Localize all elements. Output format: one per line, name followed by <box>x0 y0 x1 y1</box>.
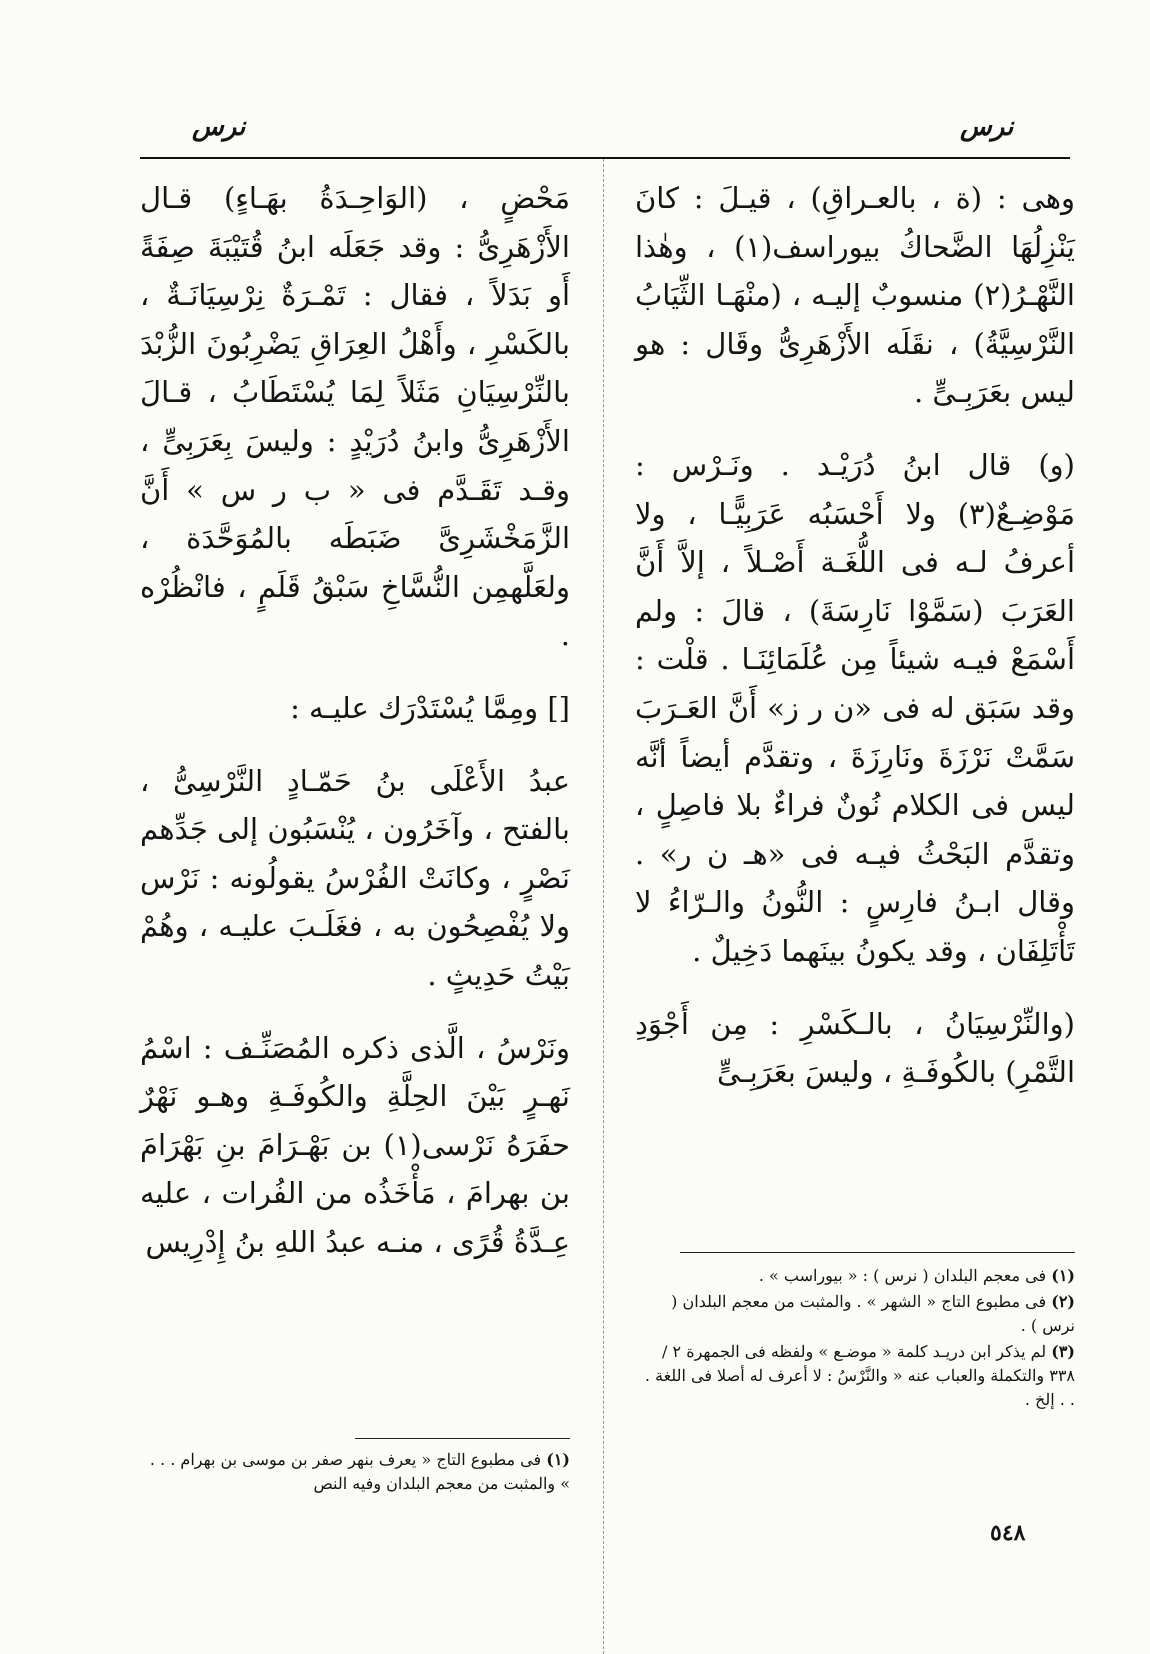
footnote <box>640 1264 1075 1288</box>
footnote-number: (١) <box>546 1450 570 1469</box>
footnotes-left <box>140 1448 570 1498</box>
footnote-number: (١) <box>1051 1266 1075 1285</box>
running-head-right: نرس <box>960 112 1014 142</box>
addendum-heading: [] ومِمَّا يُسْتَدْرَك عليـه : <box>290 690 570 725</box>
left-column <box>140 174 570 1266</box>
footnote-text: فى معجم البلدان ( نرس ) : « بيوراسب » . <box>758 1266 1047 1285</box>
footnote-number: (٣) <box>1051 1342 1075 1361</box>
footnote <box>140 1448 570 1496</box>
running-head-left: نرس <box>192 112 246 142</box>
page-number: ٥٤٨ <box>990 1520 1026 1546</box>
footnote-rule-right <box>680 1252 1075 1253</box>
entry-paragraph: مَحْضٍ ، (الوَاحِـدَةُ بهَـاءٍ) قـال الأَزْهَرِىُّ : وقد جَعَلَه ابنُ قُتَيْبَةَ صِفَةً أَو بَدَلاً ، فقال : تَمْـرَةٌ نِرْسِيَانَـةٌ ، بالكَسْرِ ، وأَهْلُ العِرَاقِ يَضْرِبُونَ الزُّبْدَ بالنِّرْسِيَانِ مَثَلاً لِمَا يُسْتَطَابُ ، قـالَ الأَزْهَرِىُّ وابنُ دُرَيْدٍ : وليسَ بِعَرَبِىٍّ ، وقـد تَقَـدَّم فى « ب ر س » أَنَّ الزَّمَخْشَرِىَّ ضَبَطَه بالمُوَحَّدَة ، ولعَلَّهمِن النُّسَّاخِ سَبْقُ قَلَمٍ ، فانْظُرْه . <box>140 181 570 653</box>
footnote-rule-left <box>355 1438 570 1439</box>
entry-paragraph: عبدُ الأَعْلَى بنُ حَمّـادٍ النَّرْسِىُّ ، بالفتح ، وآخَرُون ، يُنْسَبُون إلى جَدِّهم نَصْرٍ ، وكانَتْ الفُرْسُ يقولُونه : نَرْس ولا يُفْصِحُون به ، فغَلَـبَ عليـه ، وهُمْ بَيْتُ حَدِيثٍ . <box>140 763 570 992</box>
entry-paragraph: وهى : (ة ، بالعـراقِ) ، قيـلَ : كانَ يَنْزِلُهَا الضَّحاكُ بيوراسف(١) ، وهٰذا النَّهْـرُ(٢) منسوبٌ إليـه ، (منْهَـا الثِّيَابُ النَّرْسِيَّةُ) ، نقَلَه الأَزْهَرِىُّ وقَال : هو ليس بعَرَبِـىٍّ . <box>635 181 1075 410</box>
entry-paragraph: (و) قال ابنُ دُرَيْـد . ونَـرْس : مَوْضِـعٌ(٣) ولا أَحْسَبُه عَرَبِيًّـا ، ولا أعرفُ لـه فى اللُّغَـة أَصْـلاً ، إلاَّ أَنَّ العَرَبَ (سَمَّوْا نَارِسَةَ) ، قالَ : ولم أَسْمَعْ فيـه شيئاً مِن عُلَمَائِنَـا . قلْت : وقد سَبَق له فى «ن ر ز» أَنَّ العَـرَبَ سَمَّتْ نَرْزَةَ ونَارِزَةَ ، وتقدَّم أيضاً أنَّه ليس فى الكلام نُونٌ فراءٌ بلا فاصِلٍ ، وتقدَّم البَحْثُ فيـه فى «هـ ن ر» . وقال ابـنُ فارِسٍ : النُّونُ والـرّاءُ لا تَأْتَلِفَان ، وقد يكونُ بينَهما دَخِيلٌ . <box>635 447 1075 968</box>
footnote <box>640 1290 1075 1338</box>
footnotes-right <box>640 1264 1075 1414</box>
entry-paragraph: ونَرْسُ ، الَّذى ذكره المُصَنِّـف : اسْمُ نَهـرٍ بَيْنَ الحِلَّةِ والكُوفَـةِ وهـو نَهْرٌ حفَرَهُ نَرْسى(١) بن بَهْـرَامَ بنِ بَهْرَامَ بن بهرامَ ، مَأْخَذُه من الفُرات ، عليه عِـدَّةُ قُرًى ، منـه عبدُ اللهِ بنُ إِدْرِيس <box>140 1030 570 1259</box>
footnote-text: لم يذكر ابن دريـد كلمة « موضـع » ولفظه فى الجمهرة ٢ / ٣٣٨ والتكملة والعباب عنه « والنَّرْسُ : لا أعرف له أصلا فى اللغة . . . إلخ . <box>644 1342 1075 1409</box>
entry-paragraph: (والنِّرْسِيَانُ ، بالـكَسْرِ : مِن أَجْوَدِ التَّمْرِ) بالكُوفَـةِ ، وليسَ بعَرَبِـىٍّ <box>635 1006 1075 1090</box>
footnote-text: فى مطبوع التاج « الشهر » . والمثبت من معجم البلدان ( نرس ) . <box>671 1292 1075 1335</box>
header-rule <box>140 157 1070 159</box>
column-divider <box>603 159 604 1654</box>
right-column <box>635 174 1075 1097</box>
footnote <box>640 1340 1075 1412</box>
footnote-number: (٢) <box>1051 1292 1075 1311</box>
footnote-text: فى مطبوع التاج « يعرف بنهر صفر بن موسى بن بهرام . . . » والمثبت من معجم البلدان وفيه النص <box>149 1450 570 1493</box>
